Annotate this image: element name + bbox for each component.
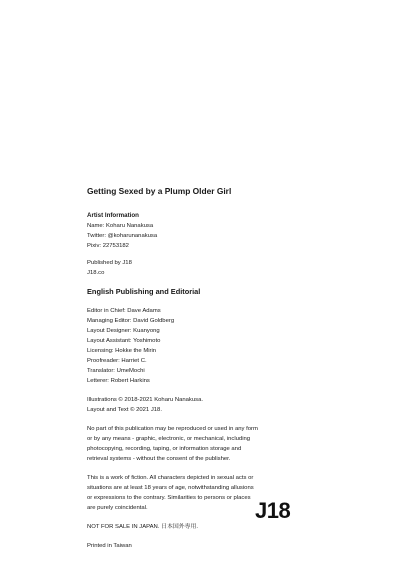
artist-twitter: Twitter: @koharunanakusa xyxy=(87,233,158,239)
artist-name: Name: Koharu Nanakusa xyxy=(87,223,154,229)
j18-logo: J18 xyxy=(255,498,291,523)
copyright-notice xyxy=(87,395,317,415)
artist-heading: Artist Information xyxy=(87,212,139,219)
copyright-illustrations: Illustrations © 2018-2021 Koharu Nanakusa. xyxy=(87,397,204,403)
credit-licensing: Licensing: Hokke the Mirin xyxy=(87,348,157,354)
fiction-line: situations are at least 18 years of age, notwithstanding allusions xyxy=(87,485,254,491)
rights-notice xyxy=(87,424,317,464)
colophon xyxy=(87,186,317,551)
publisher-website: J18.co xyxy=(87,270,105,276)
editorial-heading: English Publishing and Editorial xyxy=(87,287,201,296)
rights-line: or by any means - graphic, electronic, or mechanical, including xyxy=(87,436,251,442)
artist-pixiv: Pixiv: 22753182 xyxy=(87,243,129,249)
credit-layout-assistant: Layout Assistant: Yoshimoto xyxy=(87,338,161,344)
credit-proofreader: Proofreader: Harriet C. xyxy=(87,358,147,364)
artist-information xyxy=(87,211,317,251)
book-title: Getting Sexed by a Plump Older Girl xyxy=(87,186,232,196)
rights-line: No part of this publication may be reproduced or used in any form xyxy=(87,426,258,432)
fiction-line: are purely coincidental. xyxy=(87,505,148,511)
credit-editor-in-chief: Editor in Chief: Dave Adams xyxy=(87,308,161,314)
fiction-line: or expressions to the contrary. Similarities to persons or places xyxy=(87,495,251,501)
published-by: Published by J18 xyxy=(87,260,132,266)
credit-layout-designer: Layout Designer: Kuanyong xyxy=(87,328,160,334)
fiction-line: This is a work of fiction. All characters depicted in sexual acts or xyxy=(87,475,254,481)
credit-managing-editor: Managing Editor: David Goldberg xyxy=(87,318,175,324)
publisher-information xyxy=(87,258,317,278)
rights-line: photocopying, recording, taping, or information storage and xyxy=(87,446,242,452)
copyright-layout-text: Layout and Text © 2021 J18. xyxy=(87,407,162,413)
rights-line: retrieval systems - without the consent of the publisher. xyxy=(87,456,231,462)
not-for-sale-notice: NOT FOR SALE IN JAPAN. 日本国外専用. xyxy=(87,524,199,530)
editorial-credits xyxy=(87,306,317,386)
printed-in: Printed in Taiwan xyxy=(87,543,132,549)
credit-translator: Translator: UmeMochi xyxy=(87,368,145,374)
credit-letterer: Letterer: Robert Harkins xyxy=(87,378,150,384)
